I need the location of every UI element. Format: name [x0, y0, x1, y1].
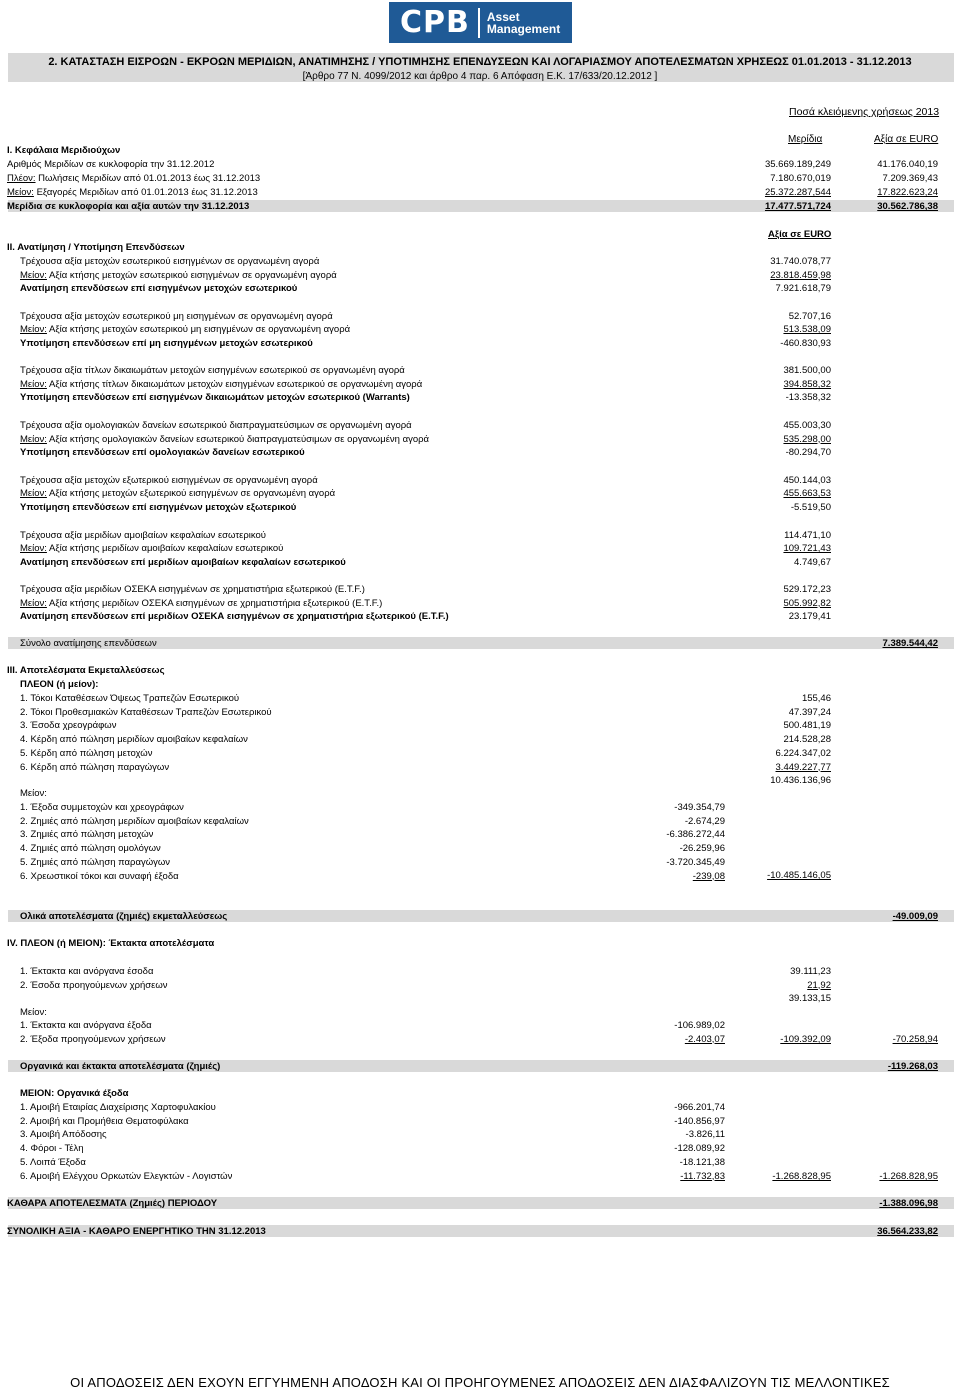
row-label: Αξία κτήσης μετοχών εξωτερικού εισηγμένων σε οργανωμένη αγορά	[46, 488, 336, 500]
units-row-value: 17.822.623,24	[877, 187, 938, 198]
col-units-header: Μερίδια	[788, 134, 823, 145]
extraordinary-expense-total: -109.392,09	[780, 1034, 831, 1045]
row-label: Αριθμός Μεριδίων σε κυκλοφορία την 31.12.2012	[7, 159, 215, 170]
row-prefix: Πλέον:	[7, 173, 36, 184]
current-value: 529.172,23	[783, 584, 831, 596]
revaluation-label: Ανατίμηση επενδύσεων επί μεριδίων ΟΣΕΚΑ εισηγμένων σε χρηματιστήρια εξωτερικού (Ε.Τ.F.)	[20, 611, 449, 623]
organic-expense-value: -128.089,92	[674, 1143, 725, 1155]
organic-expense-label: 6. Αμοιβή Ελέγχου Ορκωτών Ελεγκτών - Λογιστών	[20, 1170, 233, 1182]
income-value: 214.528,28	[783, 734, 831, 746]
operating-total: -49.009,09	[892, 911, 938, 922]
revaluation-label: Υποτίμηση επενδύσεων επί ομολογιακών δανείων εσωτερικού	[20, 447, 305, 459]
revaluation-label: Ανατίμηση επενδύσεων επί μεριδίων αμοιβαίων κεφαλαίων εσωτερικού	[20, 556, 346, 568]
units-row-label	[7, 173, 260, 184]
cost-value: 23.818.459,98	[770, 269, 831, 281]
organic-expense-value: -3.826,11	[685, 1129, 725, 1141]
extraordinary-income-label: 1. Έκτακτα και ανόργανα έσοδα	[20, 966, 154, 977]
company-logo	[389, 2, 572, 43]
income-value: 3.449.227,77	[775, 761, 831, 773]
current-value-label: Τρέχουσα αξία μετοχών εσωτερικού εισηγμένων σε οργανωμένη αγορά	[20, 256, 320, 267]
value-total: 30.562.786,38	[877, 201, 938, 212]
row-label: Αξία κτήσης μεριδίων ΟΣΕΚΑ εισηγμένων σε χρηματιστήρια εξωτερικού (Ε.Τ.F.)	[46, 597, 383, 609]
income-value: 500.481,19	[783, 720, 831, 732]
extraordinary-income-value: 21,92	[807, 979, 831, 991]
organic-total: -119.268,03	[887, 1061, 938, 1072]
minus-title: Μείον:	[20, 1007, 47, 1018]
operating-total-label: Ολικά αποτελέσματα (ζημιές) εκμεταλλεύσεως	[20, 911, 228, 922]
income-value: 6.224.347,02	[775, 747, 831, 759]
disclaimer-footer: ΟΙ ΑΠΟΔΟΣΕΙΣ ΔΕΝ ΕΧΟΥΝ ΕΓΓΥΗΜΕΝΗ ΑΠΟΔΟΣΗ ΚΑΙ ΟΙ ΠΡΟΗΓΟΥΜΕΝΕΣ ΑΠΟΔΟΣΕΙΣ ΔΕΝ ΔΙΑΣΦΑΛΙΖΟΥΝ ΤΙΣ ΜΕΛΛΟΝΤΙΚΕΣ	[70, 1375, 890, 1390]
current-value: 381.500,00	[783, 365, 831, 377]
col-value-header: Αξία σε EURO	[874, 134, 939, 145]
expense-label: 5. Ζημιές από πώληση παραγώγων	[20, 856, 171, 868]
expense-value: -239,08	[692, 870, 725, 882]
organic-expense-label: 5. Λοιπά Έξοδα	[20, 1156, 86, 1168]
cost-value: 455.663,53	[783, 488, 831, 500]
revaluation-label: Υποτίμηση επενδύσεων επί εισηγμένων δικαιωμάτων μετοχών εσωτερικού (Warrants)	[20, 392, 410, 404]
current-value-label: Τρέχουσα αξία τίτλων δικαιωμάτων μετοχών εισηγμένων εσωτερικού σε οργανωμένη αγορά	[20, 365, 405, 377]
row-prefix: Μείον:	[20, 378, 47, 390]
current-value-label: Τρέχουσα αξία μετοχών εξωτερικού εισηγμένων σε οργανωμένη αγορά	[20, 474, 318, 486]
row-prefix: Μείον:	[7, 187, 34, 198]
revaluation-value: 23.179,41	[788, 611, 831, 623]
income-label: 5. Κέρδη από πώληση μετοχών	[20, 747, 153, 759]
revaluation-label: Ανατίμηση επενδύσεων επί εισηγμένων μετοχών εσωτερικού	[20, 283, 298, 294]
net-results-label: ΚΑΘΑΡΑ ΑΠΟΤΕΛΕΣΜΑΤΑ (Ζημιές) ΠΕΡΙΟΔΟΥ	[7, 1198, 218, 1209]
current-value-label: Τρέχουσα αξία μεριδίων ΟΣΕΚΑ εισηγμένων σε χρηματιστήρια εξωτερικού (Ε.Τ.F.)	[20, 584, 365, 596]
organic-expense-value: -140.856,97	[674, 1115, 725, 1127]
expense-value: -6.386.272,44	[666, 829, 725, 841]
units-row-value: 41.176.040,19	[877, 159, 938, 170]
current-value: 114.471,10	[784, 529, 831, 541]
units-row-label	[7, 187, 258, 198]
organic-expense-value: -18.121,38	[679, 1156, 725, 1168]
cost-value-label	[20, 488, 335, 499]
expense-value: -2.674,29	[684, 815, 725, 827]
expense-value: -349.354,79	[674, 802, 725, 813]
row-label: Αξία κτήσης τίτλων δικαιωμάτων μετοχών εισηγμένων εσωτερικού σε οργανωμένη αγορά	[46, 378, 423, 390]
revaluation-total-label: Σύνολο ανατίμησης επενδύσεων	[20, 638, 157, 649]
organic-expense-value: -11.732,83	[680, 1170, 725, 1182]
current-value-label: Τρέχουσα αξία μετοχών εσωτερικού μη εισηγμένων σε οργανωμένη αγορά	[20, 310, 333, 322]
page-subtitle: [Άρθρο 77 Ν. 4099/2012 και άρθρο 4 παρ. 6 Απόφαση Ε.Κ. 17/633/20.12.2012 ]	[302, 71, 658, 82]
extraordinary-income-value: 39.111,23	[790, 966, 831, 977]
row-label: Αξία κτήσης μεριδίων αμοιβαίων κεφαλαίων εσωτερικού	[46, 543, 284, 554]
section-1-title: Ι. Κεφάλαια Μεριδιούχων	[7, 145, 121, 156]
current-value: 455.003,30	[783, 420, 831, 432]
expense-value: -3.720.345,49	[666, 856, 725, 868]
row-prefix: Μείον:	[20, 433, 47, 445]
organic-expense-subtotal: -1.268.828,95	[772, 1171, 831, 1182]
current-value: 31.740.078,77	[770, 256, 831, 267]
revaluation-label: Υποτίμηση επενδύσεων επί μη εισηγμένων μετοχών εσωτερικού	[20, 337, 313, 349]
organic-expense-label: 1. Αμοιβή Εταιρίας Διαχείρισης Χαρτοφυλακίου	[20, 1102, 216, 1113]
income-total: 10.436.136,96	[770, 775, 831, 786]
organic-expense-label: 4. Φόροι - Τέλη	[20, 1143, 84, 1155]
extraordinary-income-total: 39.133,15	[788, 993, 831, 1004]
logo-separator	[478, 8, 480, 38]
income-label: 3. Έσοδα χρεογράφων	[20, 720, 117, 732]
row-prefix: Μείον:	[20, 269, 47, 281]
current-value: 450.144,03	[783, 474, 831, 486]
nav-value: 36.564.233,82	[877, 1226, 938, 1237]
expense-label: 2. Ζημιές από πώληση μεριδίων αμοιβαίων κεφαλαίων	[20, 815, 249, 827]
revaluation-total: 7.389.544,42	[882, 638, 938, 649]
cost-value-label	[20, 598, 382, 609]
extraordinary-expense-value: -106.989,02	[674, 1020, 725, 1031]
income-label: 6. Κέρδη από πώληση παραγώγων	[20, 761, 170, 773]
logo-brand: CPB	[400, 5, 470, 40]
row-prefix: Μείον:	[20, 488, 47, 500]
section-4-title: ΙV. ΠΛΕΟΝ (ή ΜΕΙΟΝ): Έκτακτα αποτελέσματα	[7, 938, 215, 949]
row-prefix: Μείον:	[20, 543, 47, 554]
income-value: 155,46	[801, 693, 831, 704]
income-value: 47.397,24	[788, 706, 831, 718]
minus-title: Μείον:	[20, 788, 47, 799]
s2-col-header: Αξία σε EURO	[768, 229, 832, 240]
income-label: 2. Τόκοι Προθεσμιακών Καταθέσεων Τραπεζών Εσωτερικού	[20, 706, 272, 718]
units-row-units: 7.180.670,019	[770, 173, 831, 184]
units-row-label	[7, 159, 214, 170]
row-label: Αξία κτήσης ομολογιακών δανείων εσωτερικού διαπραγματεύσιμων σε οργανωμένη αγορά	[46, 433, 430, 445]
organic-expense-value: -966.201,74	[674, 1102, 725, 1113]
revaluation-value: -5.519,50	[790, 501, 831, 513]
organic-expense-total: -1.268.828,95	[879, 1171, 938, 1182]
current-value-label: Τρέχουσα αξία μεριδίων αμοιβαίων κεφαλαίων εσωτερικού	[20, 529, 266, 541]
units-total: 17.477.571,724	[764, 201, 831, 212]
revaluation-value: -80.294,70	[785, 447, 831, 459]
income-label: 1. Τόκοι Καταθέσεων Όψεως Τραπεζών Εσωτερικού	[20, 693, 240, 704]
extraordinary-income-label: 2. Έσοδα προηγούμενων χρήσεων	[20, 979, 168, 991]
row-label: Αξία κτήσης μετοχών εσωτερικού μη εισηγμένων σε οργανωμένη αγορά	[46, 324, 351, 336]
expense-label: 1. Έξοδα συμμετοχών και χρεογράφων	[20, 802, 184, 813]
current-value: 52.707,16	[788, 310, 831, 322]
extraordinary-expense-value: -2.403,07	[684, 1033, 725, 1045]
expense-value: -26.259,96	[679, 843, 725, 855]
row-label: Αξία κτήσης μετοχών εσωτερικού εισηγμένων σε οργανωμένη αγορά	[46, 269, 337, 281]
row-label: Πωλήσεις Μεριδίων από 01.01.2013 έως 31.12.2013	[35, 173, 261, 184]
nav-label: ΣΥΝΟΛΙΚΗ ΑΞΙΑ - ΚΑΘΑΡΟ ΕΝΕΡΓΗΤΙΚΟ ΤΗΝ 31.12.2013	[7, 1226, 266, 1237]
section-5-title: ΜΕΙΟΝ: Οργανικά έξοδα	[20, 1088, 129, 1099]
current-value-label: Τρέχουσα αξία ομολογιακών δανείων εσωτερικού διαπραγματεύσιμων σε οργανωμένη αγορά	[20, 420, 412, 432]
section-2-title: ΙΙ. Ανατίμηση / Υποτίμηση Επενδύσεων	[7, 242, 185, 253]
units-row-units: 35.669.189,249	[764, 159, 831, 170]
units-row-units: 25.372.287,544	[764, 187, 831, 198]
cost-value: 535.298,00	[783, 433, 831, 445]
period-heading: Ποσά κλειόμενης χρήσεως 2013	[789, 106, 940, 118]
revaluation-label: Υποτίμηση επενδύσεων επί εισηγμένων μετοχών εξωτερικού	[20, 501, 297, 513]
row-prefix: Μείον:	[20, 597, 47, 609]
cost-value: 513.538,09	[783, 324, 831, 336]
organic-expense-label: 3. Αμοιβή Απόδοσης	[20, 1129, 107, 1141]
income-label: 4. Κέρδη από πώληση μεριδίων αμοιβαίων κεφαλαίων	[20, 734, 248, 746]
cost-value-label	[20, 379, 422, 390]
extraordinary-expense-label: 1. Έκτακτα και ανόργανα έξοδα	[20, 1020, 152, 1031]
cost-value-label	[20, 434, 429, 445]
page-title: 2. ΚΑΤΑΣΤΑΣΗ ΕΙΣΡΟΩΝ - ΕΚΡΟΩΝ ΜΕΡΙΔΙΩΝ, ΑΝΑΤΙΜΗΣΗΣ / ΥΠΟΤΙΜΗΣΗΣ ΕΠΕΝΔΥΣΕΩΝ ΚΑΙ ΛΟΓΑΡΙΑΣΜΟΥ ΑΠΟΤΕΛΕΣΜΑΤΩΝ ΧΡΗΣΕΩΣ 01.01.2013 - 31.12.2013	[48, 56, 912, 68]
expense-label: 6. Χρεωστικοί τόκοι και συναφή έξοδα	[20, 870, 179, 882]
organic-total-label: Οργανικά και έκτακτα αποτελέσματα (ζημιές)	[20, 1061, 221, 1072]
organic-expense-label: 2. Αμοιβή και Προμήθεια Θεματοφύλακα	[20, 1115, 189, 1127]
cost-value: 505.992,82	[783, 597, 831, 609]
expense-label: 3. Ζημιές από πώληση μετοχών	[20, 829, 154, 841]
revaluation-value: -460.830,93	[780, 337, 831, 349]
logo-subtitle: Asset Management	[486, 9, 561, 36]
row-label: Εξαγορές Μεριδίων από 01.01.2013 έως 31.12.2013	[33, 187, 258, 198]
cost-value-label	[20, 324, 350, 335]
revaluation-value: 4.749,67	[794, 556, 831, 568]
extraordinary-net: -70.258,94	[892, 1034, 938, 1045]
net-results-value: -1.388.096,98	[879, 1198, 938, 1209]
revaluation-value: -13.358,32	[785, 392, 831, 404]
expense-total: -10.485.146,05	[767, 870, 831, 881]
extraordinary-expense-label: 2. Έξοδα προηγούμενων χρήσεων	[20, 1033, 166, 1045]
cost-value: 394.858,32	[783, 378, 831, 390]
expense-label: 4. Ζημιές από πώληση ομολόγων	[20, 843, 161, 855]
units-row-value: 7.209.369,43	[882, 173, 938, 184]
revaluation-value: 7.921.618,79	[775, 283, 831, 294]
units-total-label: Μερίδια σε κυκλοφορία και αξία αυτών την 31.12.2013	[7, 201, 250, 212]
section-3-title: ΙΙΙ. Αποτελέσματα Εκμεταλλεύσεως	[7, 665, 165, 676]
plus-title: ΠΛΕΟΝ (ή μείον):	[20, 679, 99, 690]
cost-value-label	[20, 543, 283, 554]
cost-value: 109.721,43	[783, 543, 831, 554]
cost-value-label	[20, 270, 337, 281]
row-prefix: Μείον:	[20, 324, 47, 336]
